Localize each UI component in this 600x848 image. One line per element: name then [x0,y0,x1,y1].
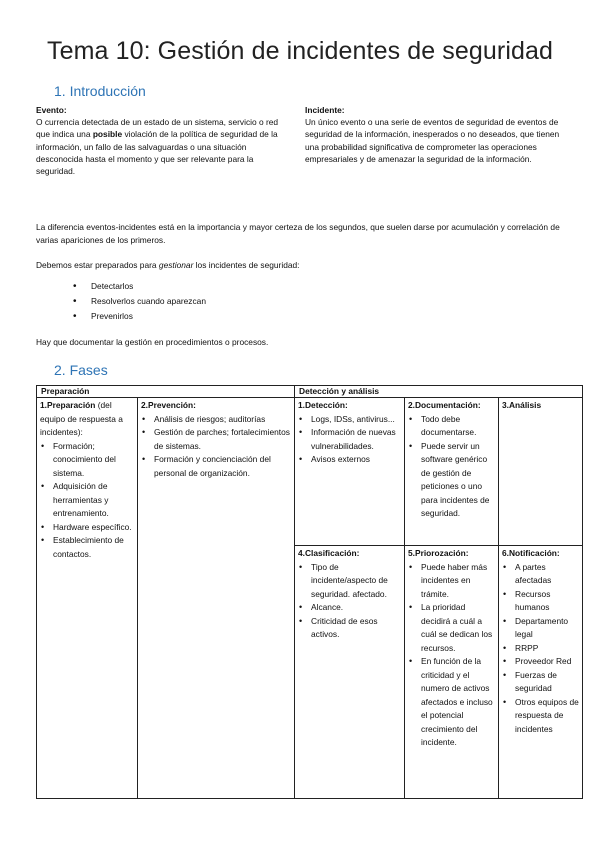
fases-table [36,385,583,799]
list-item: • Criticidad de esos activos. [298,615,401,642]
list-item: • Proveedor Red [502,655,579,669]
list-item: • Puede servir un software genérico de gestión de peticiones o uno para incidentes de seguridad. [408,440,495,521]
incidente-text: Un único evento o una serie de eventos de seguridad de eventos de seguridad de la información, inesperados o no deseados, que tienen una probabilidad significativa de comprometer las operaciones empresariales y de amenazar la seguridad de la información. [305,117,560,164]
diferencia-paragraph: La diferencia eventos-incidentes está en la importancia y mayor certeza de los segundos, que suelen darse por acumulación y correlación de varias apariciones de los primeros. [36,222,560,245]
debemos-paragraph: Debemos estar preparados para gestionar los incidentes de seguridad: [36,260,300,270]
list-item: • Resolverlos cuando aparezcan [73,294,206,309]
list-item: • Gestión de parches; fortalecimientos de sistemas. [141,426,291,453]
list-item: • Detectarlos [73,279,206,294]
list-item: • Tipo de incidente/aspecto de seguridad. afectado. [298,561,401,602]
documentar-paragraph: Hay que documentar la gestión en procedimientos o procesos. [36,337,269,347]
list-item: • En función de la criticidad y el numero de activos afectados e incluso el potencial crecimiento del incidente. [408,655,495,750]
cell-notificacion: 6.Notificación: • A partes afectadas • Recursos humanos • Departamento legal • RRPP • Proveedor Red • Fuerzas de seguridad • Otros equipos de respuesta de incidentes [499,546,583,799]
list-item: • Información de nuevas vulnerabilidades. [298,426,401,453]
cell-priorizacion: 5.Priorozación: • Puede haber más incidentes en trámite. • La prioridad decidirá a cuál a cuál se dedican los recursos. • En función de la criticidad y el numero de activos afectados e incluso el potencial crecimiento del incidente. [405,546,499,799]
list-item: • Todo debe documentarse. [408,413,495,440]
cell-preparacion: 1.Preparación (del equipo de respuesta a incidentes): • Formación; conocimiento del sistema. • Adquisición de herramientas y entrenamiento. • Hardware específico. • Establecimiento de contactos. [37,398,138,799]
list-item: • Otros equipos de respuesta de incidentes [502,696,579,737]
cell-deteccion: 1.Detección: • Logs, IDSs, antivirus... • Información de nuevas vulnerabilidades. • Avisos externos [295,398,405,546]
table-header-row [37,386,583,398]
evento-text: O currencia detectada de un estado de un sistema, servicio o red que indica una posible violación de la política de seguridad de la información, un fallo de las salvaguardas o una situación desconocida hasta el momento y que ser relevante para la seguridad. [36,117,279,177]
header-deteccion-analisis: Detección y análisis [295,386,583,398]
list-item: • Alcance. [298,601,401,615]
list-item: • Establecimiento de contactos. [40,534,134,561]
incidente-definition [305,104,563,165]
list-item: • Recursos humanos [502,588,579,615]
table-row [37,398,583,546]
list-item: • A partes afectadas [502,561,579,588]
list-item: • RRPP [502,642,579,656]
list-item: • Hardware específico. [40,521,134,535]
evento-title: Evento: [36,105,67,115]
list-item: • La prioridad decidirá a cuál a cuál se dedican los recursos. [408,601,495,655]
list-item: • Departamento legal [502,615,579,642]
list-item: • Adquisición de herramientas y entrenamiento. [40,480,134,521]
list-item: • Avisos externos [298,453,401,467]
page-title: Tema 10: Gestión de incidentes de seguridad [46,37,553,65]
list-item: • Prevenirlos [73,309,206,324]
section-heading-fases: 2. Fases [54,362,108,378]
cell-documentacion: 2.Documentación: • Todo debe documentarse. • Puede servir un software genérico de gestión de peticiones o uno para incidentes de seguridad. [405,398,499,546]
gestion-bullet-list [73,279,206,324]
cell-clasificacion: 4.Clasificación: • Tipo de incidente/aspecto de seguridad. afectado. • Alcance. • Criticidad de esos activos. [295,546,405,799]
header-preparacion: Preparación [37,386,295,398]
list-item: • Puede haber más incidentes en trámite. [408,561,495,602]
list-item: • Fuerzas de seguridad [502,669,579,696]
cell-analisis: 3.Análisis [499,398,583,546]
incidente-title: Incidente: [305,105,345,115]
list-item: • Análisis de riesgos; auditorías [141,413,291,427]
evento-definition [36,104,289,177]
list-item: • Logs, IDSs, antivirus... [298,413,401,427]
list-item: • Formación; conocimiento del sistema. [40,440,134,481]
section-heading-introduccion: 1. Introducción [54,83,146,99]
list-item: • Formación y concienciación del personal de organización. [141,453,291,480]
cell-prevencion: 2.Prevención: • Análisis de riesgos; auditorías • Gestión de parches; fortalecimientos de sistemas. • Formación y concienciación del personal de organización. [138,398,295,799]
